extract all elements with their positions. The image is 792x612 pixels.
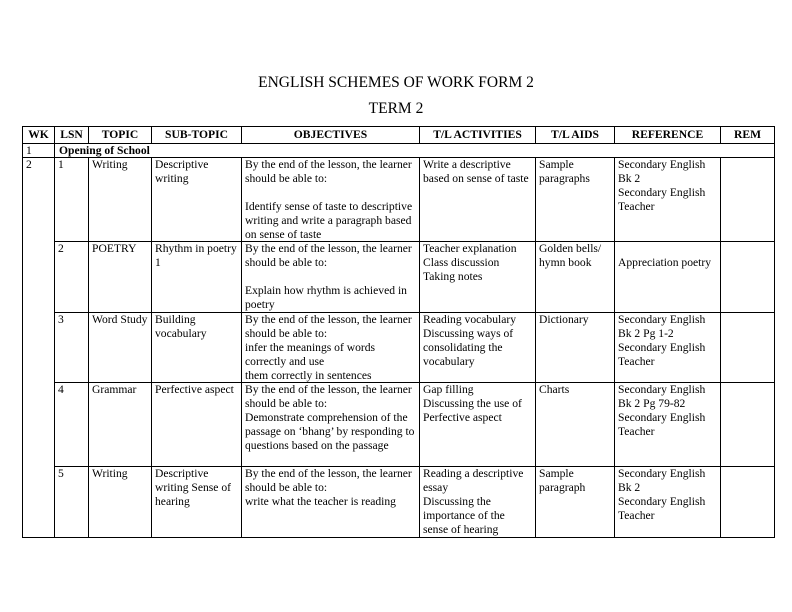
objective-line: By the end of the lesson, the learner should be able to:: [245, 383, 412, 411]
rem-cell: [721, 467, 775, 538]
reference-cell: [615, 158, 721, 242]
objective-line: questions based on the passage: [245, 439, 389, 453]
rem-cell: [721, 242, 775, 313]
aids-cell: [536, 467, 615, 538]
lesson-number: 3: [55, 312, 89, 383]
reference-line: Secondary English Bk 2 Pg 79-82: [618, 383, 706, 411]
activities-cell: [420, 312, 536, 383]
reference-line: Appreciation poetry: [618, 256, 712, 270]
activity-line: Class discussion: [423, 256, 500, 270]
activity-line: Discussing the use of Perfective aspect: [423, 397, 522, 425]
lesson-number: 2: [55, 242, 89, 313]
objective-line: Explain how rhythm is achieved in poetry: [245, 284, 407, 312]
topic-cell: POETRY: [89, 242, 152, 313]
objectives-cell: [242, 158, 420, 242]
activities-cell: [420, 242, 536, 313]
aids-cell: [536, 383, 615, 467]
reference-cell: [615, 383, 721, 467]
aid-line: Sample paragraph: [539, 467, 586, 495]
week2-wk: 2: [23, 158, 55, 538]
reference-line: Secondary English Teacher: [618, 185, 706, 213]
header-wk: WK: [23, 127, 55, 144]
reference-cell: [615, 467, 721, 538]
activity-line: Gap filling: [423, 383, 474, 397]
week1-wk: 1: [23, 144, 55, 158]
aid-line: Charts: [539, 383, 570, 397]
rem-cell: [721, 158, 775, 242]
objective-line: [245, 186, 416, 200]
header-rem: REM: [721, 127, 775, 144]
subtopic-cell: Descriptive writing: [152, 158, 242, 242]
header-topic: TOPIC: [89, 127, 152, 144]
document-title: ENGLISH SCHEMES OF WORK FORM 2: [258, 74, 534, 91]
rem-cell: [721, 312, 775, 383]
subtopic-cell: Building vocabulary: [152, 312, 242, 383]
header-aids: T/L AIDS: [536, 127, 615, 144]
aids-cell: [536, 312, 615, 383]
lesson-number: 5: [55, 467, 89, 538]
objectives-cell: [242, 383, 420, 467]
activity-line: Discussing the importance of the sense of hearing: [423, 495, 505, 537]
activity-line: Taking notes: [423, 270, 483, 284]
objective-line: By the end of the lesson, the learner should be able to:: [245, 312, 412, 340]
aids-cell: [536, 158, 615, 242]
reference-line: Secondary English Teacher: [618, 495, 706, 523]
subtopic-cell: Rhythm in poetry 1: [152, 242, 242, 313]
subtopic-cell: Perfective aspect: [152, 383, 242, 467]
topic-cell: Word Study: [89, 312, 152, 383]
objective-line: By the end of the lesson, the learner should be able to:: [245, 467, 412, 495]
aid-line: Sample paragraphs: [539, 158, 590, 185]
objective-line: By the end of the lesson, the learner should be able to:: [245, 158, 412, 185]
header-activities: T/L ACTIVITIES: [420, 127, 536, 144]
table-row: [23, 467, 775, 538]
topic-cell: Writing: [89, 467, 152, 538]
objective-line: write what the teacher is reading: [245, 495, 396, 509]
table-row-week1: [23, 144, 775, 158]
reference-cell: [615, 242, 721, 313]
activity-line: Write a descriptive based on sense of taste: [423, 158, 529, 185]
lesson-number: 1: [55, 158, 89, 242]
objective-line: them correctly in sentences: [245, 368, 372, 382]
objective-line: [245, 270, 416, 284]
reference-line: Secondary English Bk 2: [618, 158, 706, 185]
reference-line: Secondary English Bk 2: [618, 467, 706, 495]
header-reference: REFERENCE: [615, 127, 721, 144]
activities-cell: [420, 158, 536, 242]
aid-line: Golden bells/ hymn book: [539, 242, 602, 270]
activity-line: Reading vocabulary: [423, 312, 517, 326]
reference-line: Secondary English Teacher: [618, 411, 706, 439]
table-row: [23, 242, 775, 313]
activities-cell: [420, 467, 536, 538]
scheme-table: [22, 126, 775, 538]
reference-line: [618, 242, 717, 256]
lesson-number: 4: [55, 383, 89, 467]
opening-of-school: Opening of School: [55, 144, 775, 158]
header-lsn: LSN: [55, 127, 89, 144]
activity-line: Teacher explanation: [423, 242, 517, 256]
document-subtitle: TERM 2: [368, 100, 424, 117]
activities-cell: [420, 383, 536, 467]
subtopic-cell: Descriptive writing Sense of hearing: [152, 467, 242, 538]
topic-cell: Grammar: [89, 383, 152, 467]
header-row: [23, 127, 775, 144]
objectives-cell: [242, 242, 420, 313]
header-subtopic: SUB-TOPIC: [152, 127, 242, 144]
objective-line: Identify sense of taste to descriptive writing and write a paragraph based on sense of taste: [245, 199, 413, 241]
table-row: [23, 158, 775, 242]
reference-line: Secondary English Teacher: [618, 340, 706, 368]
objective-line: By the end of the lesson, the learner should be able to:: [245, 242, 412, 270]
header-objectives: OBJECTIVES: [242, 127, 420, 144]
aids-cell: [536, 242, 615, 313]
reference-line: Secondary English Bk 2 Pg 1-2: [618, 312, 706, 340]
table-row: [23, 312, 775, 383]
rem-cell: [721, 383, 775, 467]
objectives-cell: [242, 467, 420, 538]
objective-line: infer the meanings of words correctly and use: [245, 340, 376, 368]
topic-cell: Writing: [89, 158, 152, 242]
aid-line: Dictionary: [539, 312, 589, 326]
objectives-cell: [242, 312, 420, 383]
reference-cell: [615, 312, 721, 383]
table-row: [23, 383, 775, 467]
activity-line: Discussing ways of consolidating the vocabulary: [423, 326, 514, 368]
activity-line: Reading a descriptive essay: [423, 467, 524, 495]
objective-line: Demonstrate comprehension of the passage on ‘bhang’ by responding to: [245, 411, 415, 439]
